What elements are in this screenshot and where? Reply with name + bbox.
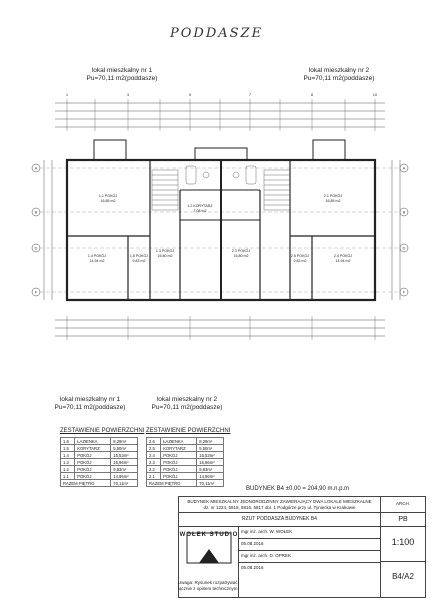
axis-label-left-3: D — [34, 245, 38, 251]
unit2-name-bottom: lokal mieszkalny nr 2 — [156, 396, 218, 403]
unit1-name: lokal mieszkalny nr 1 — [91, 67, 153, 74]
room-1-2-label: 1.2 KORYTARZ — [187, 204, 213, 208]
scale: 1:100 — [381, 527, 425, 562]
axis-label-right-2: B — [402, 209, 406, 215]
room-1-3-label: 1.3 POKÓJ — [155, 249, 175, 253]
area-table-unit1 — [60, 428, 144, 487]
level-note: BUDYNEK B4 ±0,00 = 204,90 m.n.p.m — [246, 486, 350, 492]
unit2-label-top — [298, 67, 380, 83]
table-row: 1.2 POKÓJ 9,83m² — [61, 466, 138, 473]
table-row: 2.1 POKÓJ 14,96m² — [147, 473, 224, 480]
axis-label-left-1: A — [34, 165, 38, 171]
drawing-title: RZUT PODDASZA BUDYNEK B4 — [179, 513, 381, 527]
sheet-title: PODDASZE — [170, 26, 264, 41]
table-row: 2.5 KORYTARZ 5,50m² — [147, 445, 224, 452]
room-2-5-label: 2.5 POKÓJ — [290, 254, 310, 258]
project-name-cell — [179, 497, 381, 513]
room-1-3-area: 15,80 m2 — [157, 254, 173, 258]
room-2-3-area: 15,80 m2 — [233, 254, 249, 258]
col-label: 10 — [372, 92, 378, 97]
walls — [67, 160, 375, 300]
room-2-3-label: 2.3 POKÓJ — [231, 249, 251, 253]
floor-plan — [0, 85, 436, 355]
room-1-5-label: 1.5 POKÓJ — [129, 254, 149, 258]
table-row: 2.3 POKÓJ 16,96m² — [147, 459, 224, 466]
unit1-label-top — [82, 67, 162, 83]
room-2-4-area: 14,94 m2 — [335, 259, 351, 263]
room-1-5-area: 9,83 m2 — [132, 259, 146, 263]
col-label: 1 — [65, 92, 69, 97]
firm-name: WOŁEK STUDIO — [179, 532, 239, 538]
room-1-2-area: 7,08 m2 — [193, 209, 207, 213]
unit2-name: lokal mieszkalny nr 2 — [308, 67, 370, 74]
unit1-label-bottom — [50, 396, 130, 412]
table-total-row: RAZEM PIĘTRO 70,11m² — [147, 480, 224, 487]
dormers — [94, 140, 345, 160]
table-row: 2.6 ŁAZIENKA 8,29m² — [147, 438, 224, 445]
column-numbers — [66, 92, 378, 97]
table-total-row: RAZEM PIĘTRO 70,11m² — [61, 480, 138, 487]
area-table — [60, 437, 138, 487]
role1: mgr inż. arch. W. WOŁEK — [239, 527, 380, 539]
phase-code: PB — [381, 513, 425, 527]
unit2-area: Pu=70,11 m2(poddasze) — [303, 75, 375, 82]
table-row: 1.4 POKÓJ 15,53m² — [61, 452, 138, 459]
table-row: 1.1 POKÓJ 14,96m² — [61, 473, 138, 480]
col-label: 5 — [188, 92, 192, 97]
axis-label-right-3: D — [402, 245, 406, 251]
room-1-4-label: 1.4 POKÓJ — [87, 254, 107, 258]
room-2-4-label: 2.4 POKÓJ — [333, 254, 353, 258]
col-label: 8 — [310, 92, 314, 97]
unit1-name-bottom: lokal mieszkalny nr 1 — [59, 396, 121, 403]
table-row: 2.4 POKÓJ 15,53m² — [147, 452, 224, 459]
area-table — [146, 437, 224, 487]
unit1-area-bottom: Pu=70,11 m2(poddasze) — [54, 404, 126, 411]
sheet-number: B4/A2 — [392, 572, 414, 581]
unit2-area-bottom: Pu=70,11 m2(poddasze) — [151, 404, 223, 411]
room-1-4-area: 14,94 m2 — [89, 259, 105, 263]
area-table-heading: ZESTAWIENIE POWIERZCHNI — [60, 428, 145, 434]
room-2-1-area: 16,85 m2 — [325, 199, 341, 203]
date1: 05.08.2016 — [239, 539, 380, 551]
project-name: BUDYNEK MIESZKALNY JEDNORODZINNY ZAWIERAJĄCY DWA LOKALE MIESZKALNE — [187, 499, 372, 504]
room-1-1-label: 1.1 POKÓJ — [98, 194, 118, 198]
unit2-label-bottom — [146, 396, 228, 412]
axis-label-right-4: F — [402, 289, 406, 295]
table-row: 1.6 ŁAZIENKA 8,29m² — [61, 438, 138, 445]
col-label: 3 — [126, 92, 130, 97]
phase-label: ARCH. — [381, 497, 425, 513]
drawing-note: Uwaga: Rysunek rozpatrywać łącznie z opisem technicznym — [178, 580, 238, 591]
unit1-area: Pu=70,11 m2(poddasze) — [86, 75, 158, 82]
axis-label-left-2: B — [34, 209, 38, 215]
table-row: 2.2 POKÓJ 9,83m² — [147, 466, 224, 473]
project-address: dz. nr 1224, 5815, 5816, 5817 obr. 1 Podgórze przy ul. Tyniecka w Krakowie — [203, 504, 356, 510]
area-table-unit2 — [146, 428, 230, 487]
room-1-1-area: 16,85 m2 — [100, 199, 116, 203]
signatures-cell — [239, 527, 381, 597]
axis-label-left-4: F — [34, 289, 38, 295]
room-2-1-label: 2.1 POKÓJ — [323, 194, 343, 198]
table-row: 1.5 KORYTARZ 5,50m² — [61, 445, 138, 452]
axis-label-right-1: A — [402, 165, 406, 171]
col-label: 7 — [248, 92, 252, 97]
room-2-5-area: 9,83 m2 — [293, 259, 307, 263]
area-table-heading: ZESTAWIENIE POWIERZCHNI — [146, 428, 231, 434]
table-row: 1.3 POKÓJ 16,96m² — [61, 459, 138, 466]
role2: mgr inż. arch. D. OPREK — [239, 551, 380, 563]
date2: 05.08.2016 — [241, 565, 264, 570]
